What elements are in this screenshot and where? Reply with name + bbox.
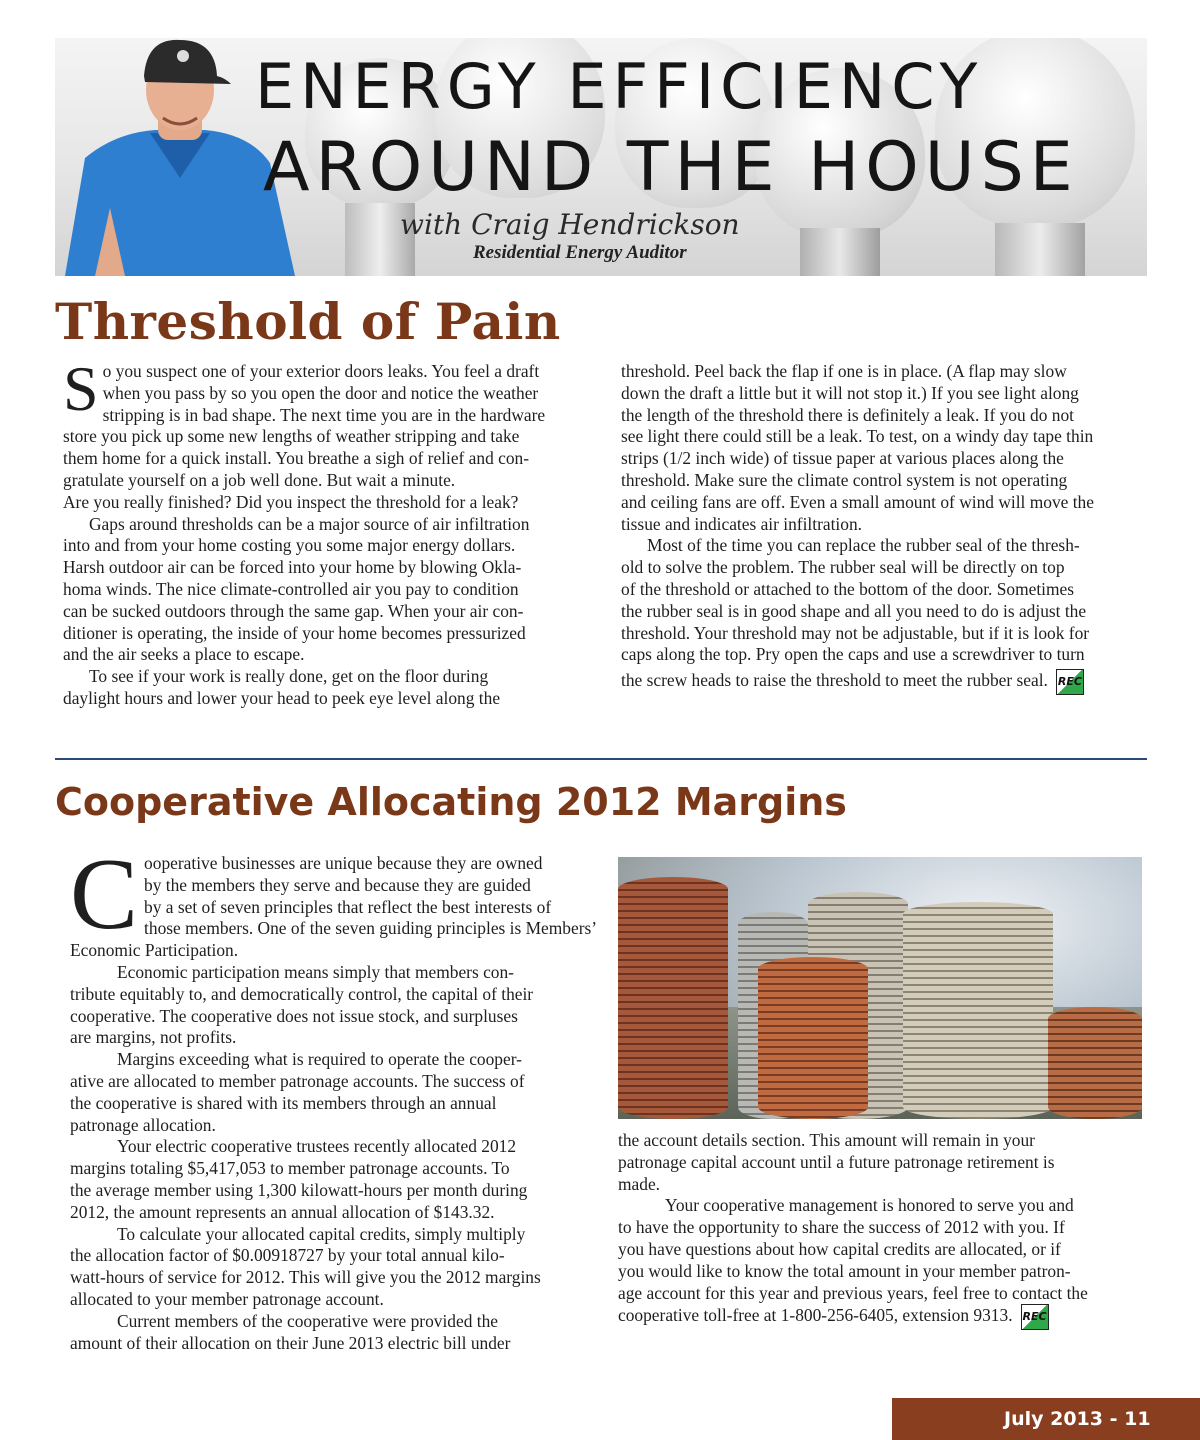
coin-stack-graphic: [618, 877, 728, 1119]
text-line: can be sucked outdoors through the same gap. When your air con-: [63, 600, 524, 621]
text-line: by a set of seven principles that reflect the best interests of: [144, 896, 552, 917]
text-line: Current members of the cooperative were provided the: [117, 1310, 498, 1331]
text-line: [618, 1304, 1158, 1330]
drop-cap: S: [63, 353, 99, 424]
text-line: Economic participation means simply that members con-: [117, 961, 514, 982]
bulb-base-graphic: [995, 223, 1085, 276]
text-line: the allocation factor of $0.00918727 by your total annual kilo-: [70, 1245, 505, 1266]
text-line: Are you really finished? Did you inspect the threshold for a leak?: [63, 491, 519, 512]
article-2-column-2: [618, 1130, 1158, 1330]
text-line: and ceiling fans are off. Even a small amount of wind will move the: [621, 491, 1094, 512]
text-line: the rubber seal is in good shape and all you need to do is adjust the: [621, 600, 1087, 621]
text-line: homa winds. The nice climate-controlled air you pay to condition: [63, 578, 519, 599]
text-line: stripping is in bad shape. The next time you are in the hardware: [102, 404, 546, 425]
coin-stack-graphic: [1048, 1007, 1142, 1119]
text-line: Most of the time you can replace the rubber seal of the thresh-: [647, 535, 1080, 556]
text-line: are margins, not profits.: [70, 1027, 237, 1048]
text-line: Your electric cooperative trustees recently allocated 2012: [117, 1136, 517, 1157]
drop-cap: C: [70, 838, 139, 951]
text-line: margins totaling $5,417,053 to member patronage accounts. To: [70, 1158, 510, 1179]
text-line: 2012, the amount represents an annual allocation of $143.32.: [70, 1201, 495, 1222]
text-line: tribute equitably to, and democratically control, the capital of their: [70, 983, 534, 1004]
text-line: threshold. Peel back the flap if one is in place. (A flap may slow: [621, 361, 1067, 381]
text-line: see light there could still be a leak. To test, on a windy day tape thin: [621, 426, 1094, 447]
text-line-content: cooperative toll-free at 1-800-256-6405, extension 9313.: [618, 1305, 1013, 1326]
text-line: and the air seeks a place to escape.: [63, 644, 305, 665]
coin-stack-graphic: [758, 957, 868, 1119]
text-line: gratulate yourself on a job well done. But wait a minute.: [63, 469, 456, 490]
text-line: Harsh outdoor air can be forced into your home by blowing Okla-: [63, 557, 522, 578]
text-line: ditioner is operating, the inside of your home becomes pressurized: [63, 622, 526, 643]
bulb-base-graphic: [800, 228, 880, 276]
text-line: [621, 669, 1161, 695]
text-line: the cooperative is shared with its members through an annual: [70, 1092, 497, 1113]
text-line: ative are allocated to member patronage accounts. The success of: [70, 1070, 525, 1091]
text-line: To calculate your allocated capital credits, simply multiply: [117, 1223, 526, 1244]
article-2-headline: Cooperative Allocating 2012 Margins: [55, 780, 847, 824]
text-line: daylight hours and lower your head to peek eye level along the: [63, 687, 501, 708]
text-line: into and from your home costing you some major energy dollars.: [63, 535, 516, 556]
text-line: old to solve the problem. The rubber seal will be directly on top: [621, 557, 1065, 578]
text-line: tissue and indicates air infiltration.: [621, 513, 862, 534]
section-divider: [55, 758, 1147, 760]
text-line: patronage capital account until a future patronage retirement is: [618, 1151, 1055, 1172]
text-line: you would like to know the total amount in your member patron-: [618, 1260, 1071, 1281]
text-line: caps along the top. Pry open the caps and use a screwdriver to turn: [621, 644, 1085, 665]
text-line: strips (1/2 inch wide) of tissue paper at various places along the: [621, 448, 1064, 469]
header-title-line-1: ENERGY EFFICIENCY: [255, 50, 984, 123]
text-line: the account details section. This amount will remain in your: [618, 1130, 1035, 1150]
text-line: Your cooperative management is honored to serve you and: [665, 1195, 1074, 1216]
rec-logo-icon: REC: [1021, 1304, 1049, 1330]
author-byline: with Craig Hendrickson: [400, 208, 740, 241]
text-line: of the threshold or attached to the bottom of the door. Sometimes: [621, 578, 1075, 599]
text-line: Gaps around thresholds can be a major source of air infiltration: [89, 513, 530, 534]
author-role: Residential Energy Auditor: [473, 242, 687, 263]
text-line: threshold. Your threshold may not be adjustable, but if it is look for: [621, 622, 1090, 643]
header-banner: [55, 38, 1147, 276]
header-title-line-2: AROUND THE HOUSE: [263, 128, 1079, 207]
text-line: age account for this year and previous years, feel free to contact the: [618, 1282, 1088, 1303]
text-line: Economic Participation.: [70, 940, 239, 961]
text-line: by the members they serve and because they are guided: [144, 874, 531, 895]
text-line: allocated to your member patronage account.: [70, 1288, 384, 1309]
text-line: those members. One of the seven guiding principles is Members’: [144, 918, 598, 939]
text-line: amount of their allocation on their June 2013 electric bill under: [70, 1332, 511, 1353]
text-line: to have the opportunity to share the success of 2012 with you. If: [618, 1217, 1065, 1238]
text-line: you have questions about how capital credits are allocated, or if: [618, 1238, 1061, 1259]
article-2-column-1: [70, 838, 610, 1354]
article-1-headline: Threshold of Pain: [55, 292, 561, 351]
text-line: o you suspect one of your exterior doors leaks. You feel a draft: [102, 361, 540, 381]
text-line: them home for a quick install. You breathe a sigh of relief and con-: [63, 448, 530, 469]
text-line: when you pass by so you open the door and notice the weather: [102, 382, 539, 403]
text-line: store you pick up some new lengths of weather stripping and take: [63, 426, 520, 447]
text-line: the length of the threshold there is definitely a leak. If you do not: [621, 404, 1074, 425]
text-line: patronage allocation.: [70, 1114, 216, 1135]
page-footer: July 2013 - 11: [892, 1398, 1200, 1440]
text-line: made.: [618, 1173, 661, 1194]
text-line: Margins exceeding what is required to operate the cooper-: [117, 1049, 522, 1070]
text-line: threshold. Make sure the climate control system is not operating: [621, 469, 1068, 490]
text-line: ooperative businesses are unique because they are owned: [144, 853, 543, 873]
text-line: down the draft a little but it will not stop it.) If you see light along: [621, 382, 1079, 403]
coin-stack-graphic: [903, 902, 1053, 1119]
text-line: To see if your work is really done, get on the floor during: [89, 666, 489, 687]
text-line: cooperative. The cooperative does not issue stock, and surpluses: [70, 1005, 518, 1026]
coins-photo: [618, 857, 1142, 1119]
text-line: watt-hours of service for 2012. This will give you the 2012 margins: [70, 1267, 541, 1288]
article-1-column-1: [63, 353, 603, 710]
article-1-column-2: [621, 361, 1161, 695]
text-line-content: the screw heads to raise the threshold to meet the rubber seal.: [621, 670, 1048, 691]
rec-logo-icon: REC: [1056, 669, 1084, 695]
text-line: the average member using 1,300 kilowatt-hours per month during: [70, 1179, 528, 1200]
